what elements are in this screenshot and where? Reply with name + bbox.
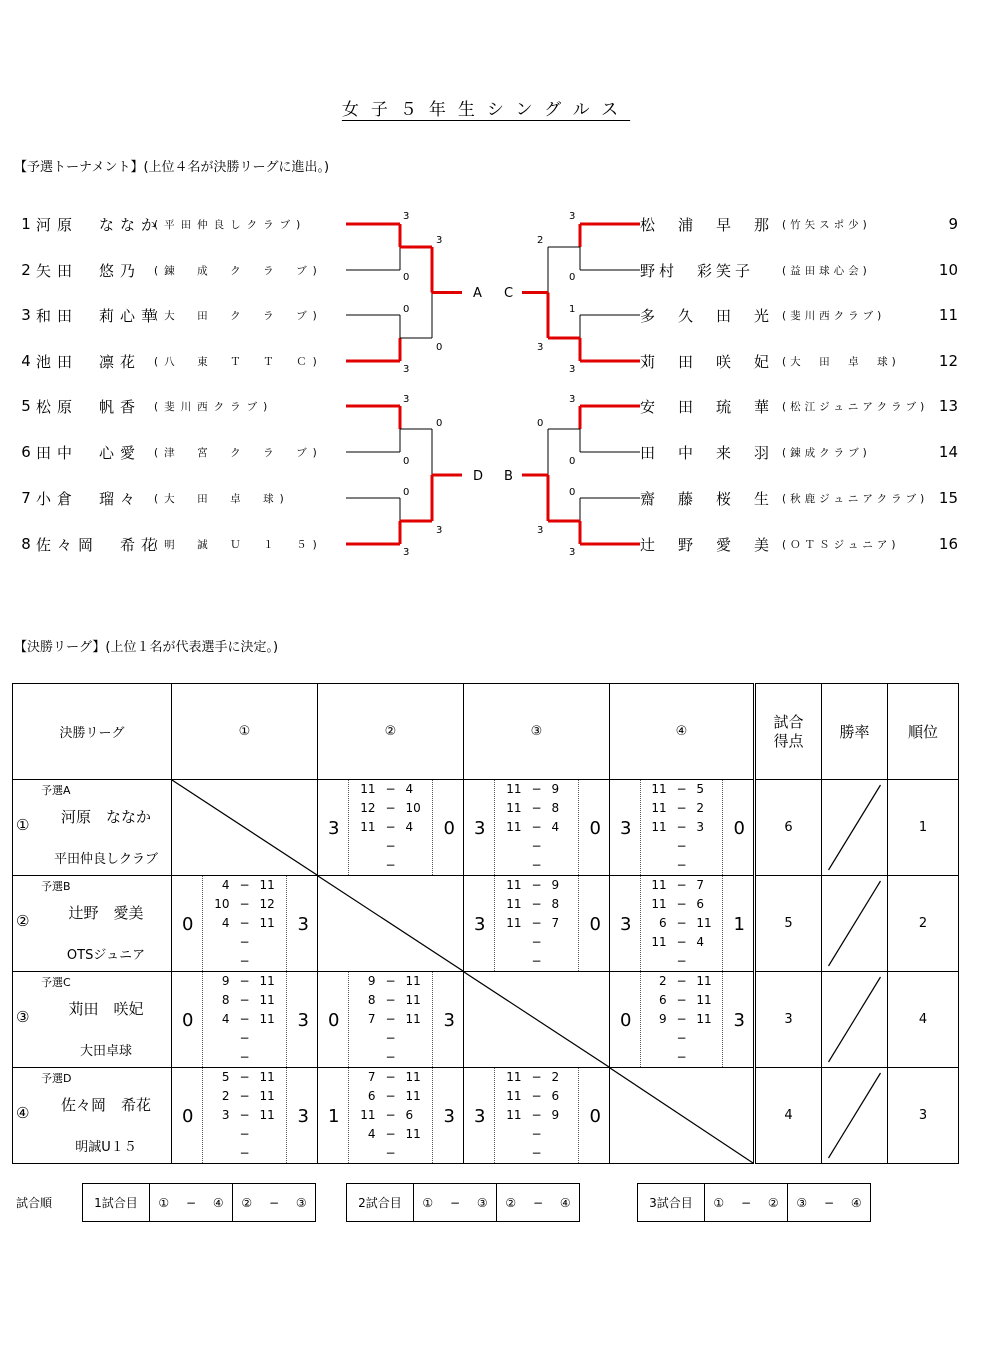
game-score: 4 − 11 xyxy=(221,1012,275,1026)
match-order-pair-1: ① − ② xyxy=(705,1184,788,1221)
game-score: 7 − 11 xyxy=(367,1070,421,1084)
game-score: 11 − 4 xyxy=(651,935,704,949)
games-won-left: 3 xyxy=(328,818,340,839)
bracket-score: 3 xyxy=(403,547,410,558)
player-number: 12 xyxy=(938,352,958,370)
player-number: 6 xyxy=(21,443,31,461)
game-score: − xyxy=(676,858,687,872)
match-order-group-3 xyxy=(637,1183,871,1222)
block-label-a: A xyxy=(473,286,482,301)
game-score: − xyxy=(239,1031,250,1045)
league-row xyxy=(13,876,959,972)
games-won-right: 0 xyxy=(733,818,745,839)
game-score: 11 − 9 xyxy=(506,878,560,892)
game-score: − xyxy=(531,1127,542,1141)
player-number: 2 xyxy=(21,261,31,279)
player-club: (秋鹿ジュニアクラブ) xyxy=(782,492,929,505)
game-scores-box xyxy=(640,972,723,1067)
game-scores-box xyxy=(494,780,579,875)
player-number: 9 xyxy=(948,215,958,233)
games-won-right: 3 xyxy=(443,1010,455,1031)
match-cell xyxy=(172,972,318,1068)
rank: 1 xyxy=(888,780,959,876)
game-score: − xyxy=(531,858,542,872)
game-score: 6 − 11 xyxy=(367,1089,421,1103)
diagonal-cell xyxy=(318,876,464,972)
win-rate-slash xyxy=(822,876,887,971)
game-score: − xyxy=(239,954,250,968)
games-won-left: 0 xyxy=(182,914,194,935)
col-header-4: ④ xyxy=(610,684,755,780)
block-label-d: D xyxy=(473,469,484,484)
game-score: − xyxy=(531,954,542,968)
game-score: 6 − 11 xyxy=(659,993,712,1007)
game-scores-box xyxy=(494,876,579,971)
game-score: 11 − 8 xyxy=(506,897,560,911)
league-player-name: 苅田 咲妃 xyxy=(68,1000,144,1018)
game-scores-box xyxy=(348,780,433,875)
match-order-group-1 xyxy=(82,1183,316,1222)
match-cell xyxy=(172,876,318,972)
league-player-club: 明誠U１５ xyxy=(75,1140,137,1155)
points-header: 試合 得点 xyxy=(755,684,822,780)
rank-header: 順位 xyxy=(888,684,959,780)
match-cell xyxy=(610,972,755,1068)
prelim-block-tag: 予選C xyxy=(41,976,71,989)
league-row-header xyxy=(13,1068,172,1164)
game-score: − xyxy=(239,935,250,949)
games-won-left: 0 xyxy=(182,1010,194,1031)
league-player-name: 河原 ななか xyxy=(60,808,151,826)
col-header-2: ② xyxy=(318,684,464,780)
game-score: 11 − 7 xyxy=(651,878,704,892)
win-rate-cell xyxy=(822,1068,888,1164)
bracket-score: 0 xyxy=(569,456,576,467)
bracket-score: 0 xyxy=(403,272,410,283)
bracket-score: 3 xyxy=(569,394,576,405)
win-rate-slash xyxy=(822,780,887,875)
match-cell xyxy=(464,1068,610,1164)
player-name: 辻 野 愛 美 xyxy=(640,535,774,554)
game-scores-box xyxy=(202,876,287,971)
col-header-1: ① xyxy=(172,684,318,780)
bracket-score: 0 xyxy=(436,418,443,429)
league-player-name: 佐々岡 希花 xyxy=(60,1096,151,1114)
games-won-left: 3 xyxy=(620,914,632,935)
bracket-score: 0 xyxy=(569,487,576,498)
prelim-block-tag: 予選D xyxy=(41,1072,72,1085)
player-club: (松江ジュニアクラブ) xyxy=(782,400,929,413)
player-name: 佐々岡 希花 xyxy=(36,535,163,554)
player-name: 野村 彩笑子 xyxy=(640,261,755,280)
player-club: (平田仲良しクラブ) xyxy=(154,218,307,231)
player-name: 小倉 瑠々 xyxy=(36,489,142,508)
league-row-header xyxy=(13,780,172,876)
player-number: 14 xyxy=(938,443,958,461)
match-order-label: 試合順 xyxy=(16,1196,53,1210)
win-rate-cell xyxy=(822,972,888,1068)
game-score: 11 − 7 xyxy=(506,916,560,930)
match-points: 4 xyxy=(755,1068,822,1164)
player-club: (大 田 卓 球) xyxy=(782,355,900,368)
game-score: 4 − 11 xyxy=(221,916,275,930)
bracket-score: 3 xyxy=(403,211,410,222)
game-scores-box xyxy=(348,1068,433,1163)
games-won-right: 0 xyxy=(589,1106,601,1127)
games-won-left: 0 xyxy=(182,1106,194,1127)
game-score: 4 − 11 xyxy=(367,1127,421,1141)
bracket-score: 0 xyxy=(436,342,443,353)
row-index: ① xyxy=(16,816,30,834)
player-number: 11 xyxy=(938,306,958,324)
player-number: 8 xyxy=(21,535,31,553)
match-order-name: 3試合目 xyxy=(638,1184,705,1221)
game-score: 11 − 5 xyxy=(651,782,704,796)
game-score: 11 − 4 xyxy=(360,782,414,796)
bracket-score: 3 xyxy=(569,364,576,375)
games-won-right: 0 xyxy=(589,818,601,839)
game-score: − xyxy=(385,1050,396,1064)
games-won-right: 1 xyxy=(733,914,745,935)
game-score: 11 − 6 xyxy=(651,897,704,911)
games-won-right: 3 xyxy=(297,914,309,935)
match-order-group-2 xyxy=(346,1183,580,1222)
diagonal-line xyxy=(464,972,609,1067)
tournament-bracket xyxy=(0,0,990,600)
win-rate-cell xyxy=(822,780,888,876)
game-score: 8 − 11 xyxy=(221,993,275,1007)
win-rate-cell xyxy=(822,876,888,972)
match-cell xyxy=(172,1068,318,1164)
game-score: − xyxy=(239,1127,250,1141)
player-name: 松 浦 早 那 xyxy=(640,215,774,234)
player-number: 3 xyxy=(21,306,31,324)
player-club: (明 誠 Ｕ １ ５) xyxy=(154,538,323,551)
league-player-club: 平田仲良しクラブ xyxy=(53,852,158,867)
game-score: − xyxy=(385,858,396,872)
block-label-c: C xyxy=(504,286,514,301)
match-order-pair-1: ① − ③ xyxy=(414,1184,497,1221)
player-club: (益田球心会) xyxy=(782,264,871,277)
league-row-header xyxy=(13,876,172,972)
games-won-right: 3 xyxy=(443,1106,455,1127)
games-won-right: 0 xyxy=(589,914,601,935)
game-score: − xyxy=(239,1146,250,1160)
league-row-header xyxy=(13,972,172,1068)
player-club: (斐川西クラブ) xyxy=(782,309,886,322)
match-cell xyxy=(464,876,610,972)
row-index: ③ xyxy=(16,1008,30,1026)
games-won-left: 3 xyxy=(474,1106,486,1127)
match-cell xyxy=(318,780,464,876)
player-name: 苅 田 咲 妃 xyxy=(640,352,774,371)
games-won-right: 3 xyxy=(733,1010,745,1031)
game-score: 11 − 9 xyxy=(506,1108,560,1122)
game-score: − xyxy=(385,1146,396,1160)
match-order-pair-2: ② − ④ xyxy=(505,1195,571,1210)
diagonal-cell xyxy=(464,972,610,1068)
player-name: 安 田 琉 華 xyxy=(640,397,774,416)
prelim-block-tag: 予選B xyxy=(41,880,71,893)
game-score: − xyxy=(676,1031,687,1045)
game-score: 11 − 2 xyxy=(651,801,704,815)
bracket-score: 0 xyxy=(569,272,576,283)
bracket-score: 0 xyxy=(403,304,410,315)
game-score: 11 − 3 xyxy=(651,820,704,834)
game-score: − xyxy=(531,1146,542,1160)
match-cell xyxy=(318,1068,464,1164)
player-number: 10 xyxy=(938,261,958,279)
player-club: (錬 成 ク ラ ブ) xyxy=(154,264,323,277)
player-name: 田 中 来 羽 xyxy=(640,443,774,462)
page-title: 女子５年生シングルス xyxy=(341,100,631,120)
games-won-left: 0 xyxy=(620,1010,632,1031)
player-club: (錬成クラブ) xyxy=(782,446,871,459)
diagonal-cell xyxy=(172,780,318,876)
player-number: 15 xyxy=(938,489,958,507)
player-name: 池田 凛花 xyxy=(36,352,142,371)
bracket-score: 2 xyxy=(537,235,544,246)
game-score: 2 − 11 xyxy=(659,974,712,988)
bracket-score: 3 xyxy=(569,211,576,222)
player-number: 7 xyxy=(21,489,31,507)
league-heading: 【決勝リーグ】(上位１名が代表選手に決定。) xyxy=(14,640,279,655)
game-score: − xyxy=(676,1050,687,1064)
player-number: 13 xyxy=(938,397,958,415)
game-score: 11 − 9 xyxy=(506,782,560,796)
game-scores-box xyxy=(202,1068,287,1163)
rank: 2 xyxy=(888,876,959,972)
league-row xyxy=(13,972,959,1068)
games-won-right: 3 xyxy=(297,1106,309,1127)
game-score: 11 − 4 xyxy=(360,820,414,834)
league-table xyxy=(12,683,959,1164)
bracket-score: 3 xyxy=(403,364,410,375)
game-score: 10 − 12 xyxy=(214,897,275,911)
bracket-score: 3 xyxy=(537,525,544,536)
player-name: 田中 心愛 xyxy=(36,443,142,462)
row-index: ④ xyxy=(16,1104,30,1122)
player-name: 多 久 田 光 xyxy=(640,306,774,325)
league-player-club: OTSジュニア xyxy=(66,948,146,963)
game-score: − xyxy=(676,839,687,853)
player-club: (斐川西クラブ) xyxy=(154,400,274,413)
games-won-left: 1 xyxy=(328,1106,340,1127)
match-order-pair-1: ① − ④ xyxy=(150,1184,233,1221)
match-points: 5 xyxy=(755,876,822,972)
game-score: 11 − 2 xyxy=(506,1070,560,1084)
games-won-left: 3 xyxy=(620,818,632,839)
match-cell xyxy=(610,780,755,876)
row-index: ② xyxy=(16,912,30,930)
player-name: 矢田 悠乃 xyxy=(36,261,142,280)
diagonal-line xyxy=(610,1068,753,1163)
game-scores-box xyxy=(640,876,723,971)
bracket-score: 0 xyxy=(403,456,410,467)
league-row xyxy=(13,780,959,876)
game-score: 9 − 11 xyxy=(367,974,421,988)
game-score: 5 − 11 xyxy=(221,1070,275,1084)
game-score: 11 − 4 xyxy=(506,820,560,834)
player-club: (ＯＴＳジュニア) xyxy=(782,538,900,551)
player-club: (八 東 Ｔ Ｔ Ｃ) xyxy=(154,355,323,368)
win-rate-header: 勝率 xyxy=(822,684,888,780)
player-club: (大 田 ク ラ ブ) xyxy=(154,309,323,322)
match-order-pair-2: ③ − ④ xyxy=(796,1195,862,1210)
game-score: 2 − 11 xyxy=(221,1089,275,1103)
game-score: 9 − 11 xyxy=(221,974,275,988)
game-score: 9 − 11 xyxy=(659,1012,712,1026)
bracket-score: 3 xyxy=(569,547,576,558)
games-won-left: 0 xyxy=(328,1010,340,1031)
game-score: − xyxy=(239,1050,250,1064)
game-score: 3 − 11 xyxy=(221,1108,275,1122)
diagonal-cell xyxy=(610,1068,755,1164)
player-name: 和田 莉心華 xyxy=(36,306,163,325)
diagonal-line xyxy=(318,876,463,971)
match-cell xyxy=(318,972,464,1068)
game-score: 12 − 10 xyxy=(360,801,421,815)
player-number: 4 xyxy=(21,352,31,370)
player-club: (竹矢スポ少) xyxy=(782,218,871,231)
bracket-score: 3 xyxy=(537,342,544,353)
bracket-score: 0 xyxy=(403,487,410,498)
games-won-left: 3 xyxy=(474,914,486,935)
game-scores-box xyxy=(640,780,723,875)
game-scores-box xyxy=(348,972,433,1067)
game-score: 6 − 11 xyxy=(659,916,712,930)
games-won-right: 0 xyxy=(443,818,455,839)
prelim-block-tag: 予選A xyxy=(41,784,71,797)
col-header-3: ③ xyxy=(464,684,610,780)
prelim-heading: 【予選トーナメント】(上位４名が決勝リーグに進出。) xyxy=(14,160,330,175)
player-number: 5 xyxy=(21,397,31,415)
win-rate-slash xyxy=(822,1068,887,1163)
game-scores-box xyxy=(494,1068,579,1163)
game-score: − xyxy=(676,954,687,968)
player-name: 松原 帆香 xyxy=(36,397,142,416)
game-scores-box xyxy=(202,972,287,1067)
game-score: 4 − 11 xyxy=(221,878,275,892)
game-score: 8 − 11 xyxy=(367,993,421,1007)
win-rate-slash xyxy=(822,972,887,1067)
game-score: 7 − 11 xyxy=(367,1012,421,1026)
player-name: 齋 藤 桜 生 xyxy=(640,489,774,508)
league-player-club: 大田卓球 xyxy=(79,1044,132,1059)
game-score: 11 − 6 xyxy=(360,1108,414,1122)
match-order-name: 2試合目 xyxy=(347,1184,414,1221)
block-label-b: B xyxy=(504,469,513,484)
player-club: (大 田 卓 球) xyxy=(154,492,290,505)
player-number: 16 xyxy=(938,535,958,553)
bracket-score: 3 xyxy=(436,235,443,246)
game-score: − xyxy=(385,839,396,853)
match-order-pair-2: ② − ③ xyxy=(241,1195,307,1210)
bracket-score: 3 xyxy=(436,525,443,536)
player-club: (津 宮 ク ラ ブ) xyxy=(154,446,323,459)
game-score: − xyxy=(531,935,542,949)
rank: 3 xyxy=(888,1068,959,1164)
league-player-name: 辻野 愛美 xyxy=(68,904,144,922)
match-cell xyxy=(464,780,610,876)
bracket-score: 1 xyxy=(569,304,576,315)
match-cell xyxy=(610,876,755,972)
game-score: 11 − 8 xyxy=(506,801,560,815)
game-score: − xyxy=(385,1031,396,1045)
rank: 4 xyxy=(888,972,959,1068)
match-points: 6 xyxy=(755,780,822,876)
player-number: 1 xyxy=(21,215,31,233)
games-won-right: 3 xyxy=(297,1010,309,1031)
match-order-name: 1試合目 xyxy=(83,1184,150,1221)
game-score: − xyxy=(531,839,542,853)
league-corner-label: 決勝リーグ xyxy=(13,684,172,780)
diagonal-line xyxy=(172,780,317,875)
match-points: 3 xyxy=(755,972,822,1068)
player-name: 河原 ななか xyxy=(36,215,163,234)
game-score: 11 − 6 xyxy=(506,1089,560,1103)
bracket-score: 3 xyxy=(403,394,410,405)
games-won-left: 3 xyxy=(474,818,486,839)
bracket-score: 0 xyxy=(537,418,544,429)
league-row xyxy=(13,1068,959,1164)
